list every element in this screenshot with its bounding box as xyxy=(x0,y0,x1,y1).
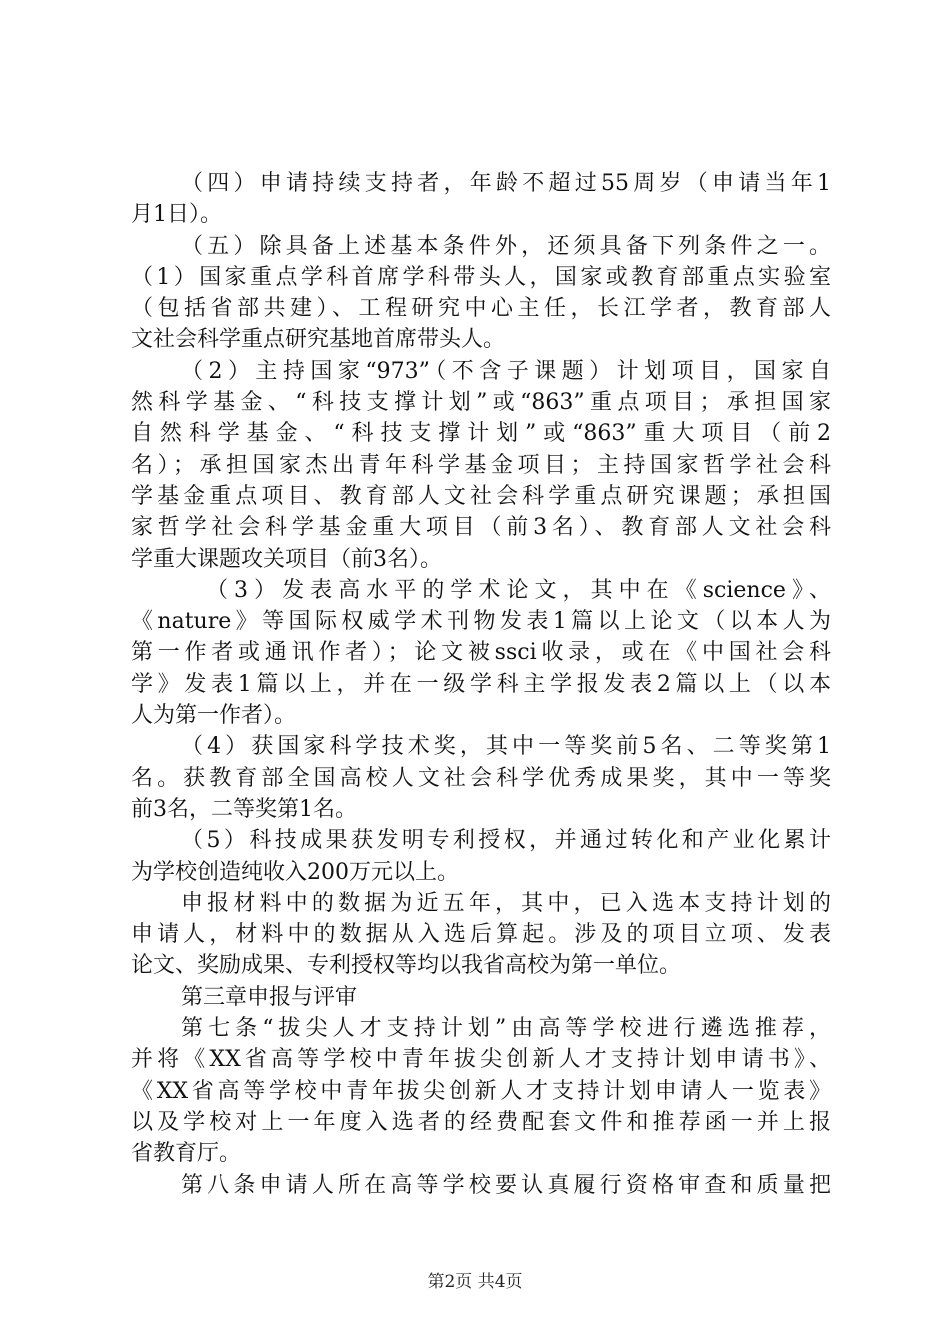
text-line: 月1日）。 xyxy=(131,202,222,228)
text-line: 第七条“拔尖人才支持计划”由高等学校进行遴选推荐， xyxy=(181,1016,831,1042)
text-line: 第一作者或通讯作者）；论文被ssci收录，或在《中国社会科 xyxy=(131,640,831,666)
text-line: （4）获国家科学技术奖，其中一等奖前5名、二等奖第1 xyxy=(181,734,831,760)
text-line: 第三章申报与评审 xyxy=(181,984,358,1010)
text-line: （五）除具备上述基本条件外，还须具备下列条件之一。 xyxy=(181,233,831,259)
text-line: 名。获教育部全国高校人文社会科学优秀成果奖，其中一等奖 xyxy=(131,765,831,791)
document-body xyxy=(131,168,831,1201)
text-line: 学》发表1篇以上，并在一级学科主学报发表2篇以上（以本 xyxy=(131,671,831,697)
text-line: （四）申请持续支持者，年龄不超过55周岁（申请当年1 xyxy=(181,171,831,196)
text-line: 并将《XX省高等学校中青年拔尖创新人才支持计划申请书》、 xyxy=(131,1047,831,1073)
text-line: 申请人，材料中的数据从入选后算起。涉及的项目立项、发表 xyxy=(131,922,831,948)
text-line: 名）；承担国家杰出青年科学基金项目；主持国家哲学社会科 xyxy=(131,452,831,478)
text-line: 《nature》等国际权威学术刊物发表1篇以上论文（以本人为 xyxy=(131,609,831,635)
text-line: （包括省部共建）、工程研究中心主任，长江学者，教育部人 xyxy=(131,296,831,322)
text-line: 自然科学基金、“科技支撑计划”或“863”重大项目（前2 xyxy=(131,421,831,447)
text-line: 学基金重点项目、教育部人文社会科学重点研究课题；承担国 xyxy=(131,483,831,509)
text-line: （2）主持国家“973”（不含子课题）计划项目，国家自 xyxy=(181,358,831,384)
text-line: 然科学基金、“科技支撑计划”或“863”重点项目；承担国家 xyxy=(131,390,831,416)
text-line: 以及学校对上一年度入选者的经费配套文件和推荐函一并上报 xyxy=(131,1109,831,1135)
text-line: （5）科技成果获发明专利授权，并通过转化和产业化累计 xyxy=(181,828,831,854)
text-line: 家哲学社会科学基金重大项目（前3名）、教育部人文社会科 xyxy=(131,515,831,541)
text-line: 为学校创造纯收入200万元以上。 xyxy=(131,859,459,885)
text-line: 前3名，二等奖第1名。 xyxy=(131,796,357,822)
text-line: 《XX省高等学校中青年拔尖创新人才支持计划申请人一览表》 xyxy=(131,1078,831,1104)
text-line: 第八条申请人所在高等学校要认真履行资格审查和质量把 xyxy=(181,1172,831,1198)
text-line: 论文、奖励成果、专利授权等均以我省高校为第一单位。 xyxy=(131,953,682,979)
text-line: （1）国家重点学科首席学科带头人，国家或教育部重点实验室 xyxy=(131,264,831,290)
text-line: （3）发表高水平的学术论文，其中在《science》、 xyxy=(206,577,831,603)
text-line: 人为第一作者）。 xyxy=(131,703,297,729)
text-line: 文社会科学重点研究基地首席带头人。 xyxy=(131,327,506,353)
text-line: 学重大课题攻关项目（前3名）。 xyxy=(131,546,442,572)
text-line: 申报材料中的数据为近五年，其中，已入选本支持计划的 xyxy=(181,890,831,916)
page-footer: 第2页 共4页 xyxy=(427,1272,523,1292)
text-line: 省教育厅。 xyxy=(131,1141,242,1167)
